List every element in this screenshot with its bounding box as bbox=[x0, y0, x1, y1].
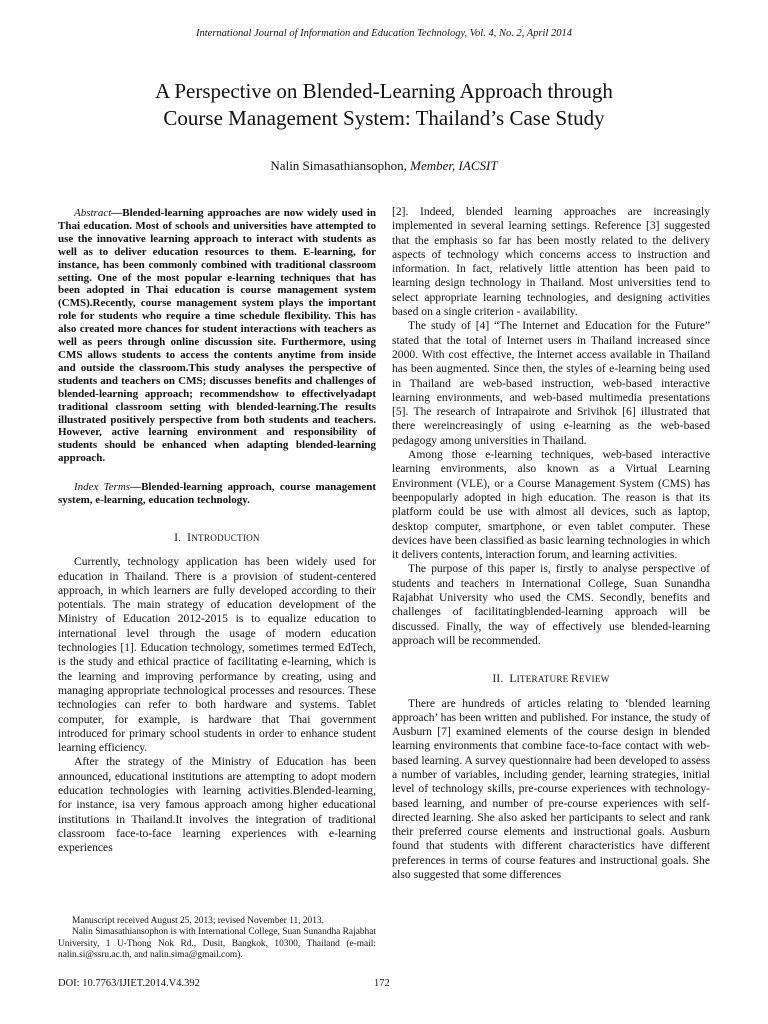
index-terms-lead: Index Terms bbox=[74, 481, 131, 494]
doi: DOI: 10.7763/IJIET.2014.V4.392 bbox=[58, 978, 200, 989]
index-terms bbox=[58, 481, 376, 507]
section-heading-literature-review bbox=[392, 672, 710, 686]
section-title-first: L bbox=[509, 672, 517, 686]
footnote bbox=[58, 916, 376, 962]
section-numeral: I. bbox=[174, 531, 182, 544]
paragraph: Among those e-learning techniques, web-based interactive learning environments, also known as a Virtual Learning Environment (VLE), or a Course Management System (CMS) has beenpopularly adopted in high education. The reason is that its platform could be use with almost all devices, such as laptop, desktop computer, smartphone, or even tablet computer. These devices have been classified as basic learning technologies in which it delivers contents, interaction forum, and learning activities. bbox=[392, 448, 710, 562]
section-title-first-2: R bbox=[570, 672, 579, 686]
paragraph: Currently, technology application has been widely used for education in Thailand. There is a provision of student-centered approach, in which learners are fully developed according to their potentials. The main strategy of education development of the Ministry of Education 2012-2015 is to equalize education to international level through the usage of modern education technologies [1]. Education technology, sometimes termed EdTech, is the study and ethical practice of facilitating e-learning, which is the learning and improving performance by creating, using and managing appropriate technological processes and resources. These technologies can refer to both hardware and systems. Tablet computer, for example, is hardware that Thai government introduced for primary school students in order to enhance student learning efficiency. bbox=[58, 555, 376, 755]
index-terms-text: —Blended-learning approach, course management system, e-learning, education technology. bbox=[58, 481, 376, 507]
author-affiliation: , Member, IACSIT bbox=[403, 158, 498, 173]
section-heading-introduction bbox=[58, 531, 376, 545]
author-name: Nalin Simasathiansophon bbox=[270, 158, 404, 173]
title-line-1: A Perspective on Blended-Learning Approach through bbox=[155, 79, 613, 103]
footnote-line: Manuscript received August 25, 2013; revised November 11, 2013. bbox=[72, 916, 324, 926]
paper-title bbox=[60, 78, 708, 132]
left-column bbox=[58, 207, 376, 855]
abstract-text: —Blended-learning approaches are now widely used in Thai education. Most of schools and universities have attempted to use the innovative learning approach to interact with students as well as to deliver education resources to them. E-learning, for instance, has been commonly combined with traditional classroom setting. One of the most popular e-learning techniques that has been adopted in Thai education is course management system (CMS).Recently, course management system plays the important role for students who require a time schedule flexibility. This has also created more chances for student interactions with teachers as well as peers through online discussion site. Furthermore, using CMS allows students to access the contents anytime from inside and outside the classroom.This study analyses the perspective of students and teachers on CMS; discusses benefits and challenges of blended-learning approach; recommendshow to effectivelyadapt traditional classroom setting with blended-learning.The results illustrated positively perspective from both students and teachers. However, active learning environment and responsibility of students should be enhanced when adapting blended-learning approach. bbox=[58, 207, 376, 465]
paragraph: [2]. Indeed, blended learning approaches are increasingly implemented in several learning settings. Reference [3] suggested that the emphasis so far has been mostly related to the delivery aspects of technology which concerns access to instruction and information. In fact, relatively little attention has been paid to learning design technology in Thailand. Most universities tend to select appropriate learning technologies, and designing activities based on a single criterion - availability. bbox=[392, 205, 710, 319]
page-number: 172 bbox=[374, 978, 390, 989]
section-title-rest: ITERATURE bbox=[516, 674, 571, 685]
abstract bbox=[58, 207, 376, 465]
author-line bbox=[0, 158, 768, 174]
journal-header: International Journal of Information and Education Technology, Vol. 4, No. 2, April 2014 bbox=[196, 28, 572, 39]
abstract-lead: Abstract bbox=[74, 207, 112, 219]
paragraph: After the strategy of the Ministry of Education has been announced, educational institutions are attempting to adopt modern education technologies with learning activities.Blended-learning, for instance, isa very famous approach among higher educational institutions in Thailand.It involves the integration of traditional classroom face-to-face learning experiences with e-learning experiences bbox=[58, 755, 376, 855]
section-title-first: I bbox=[187, 530, 192, 544]
right-column bbox=[392, 205, 710, 882]
section-numeral: II. bbox=[492, 673, 504, 686]
title-line-2: Course Management System: Thailand’s Case Study bbox=[163, 106, 605, 130]
paragraph: There are hundreds of articles relating to ‘blended learning approach’ has been written and published. For instance, the study of Ausburn [7] examined elements of the course design in blended learning environments that combine face-to-face contact with web-based learning. A survey questionnaire had been developed to assess a number of variables, including gender, learning strategies, initial level of technology skills, pre-course experiences with technology-based learning, and number of pre-course experiences with self-directed learning. She also asked her participants to select and rank their preferred course elements and instructional goals. Ausburn found that students with different characteristics have different preferences in terms of course features and instructional goals. She also suggested that some differences bbox=[392, 696, 710, 882]
section-title-rest-2: EVIEW bbox=[578, 674, 610, 685]
paragraph: The study of [4] “The Internet and Education for the Future” stated that the total of Internet users in Thailand increased since 2000. With cost effective, the Internet access available in Thailand has been augmented. Since then, the styles of e-learning being used in Thailand are web-based instruction, web-based interactive learning environments, and web-based multimedia presentations [5]. The research of Intrapairote and Srivihok [6] illustrated that there wereincreasingly of using e-learning as the web-based pedagogy among universities in Thailand. bbox=[392, 319, 710, 447]
footnote-line: Nalin Simasathiansophon is with International College, Suan Sunandha Rajabhat University, 1 U-Thong Nok Rd., Dusit, Bangkok, 10300, Thailand (e-mail: nalin.si@ssru.ac.th, and nalin.sima@gmail.com). bbox=[58, 927, 376, 961]
section-title-rest: NTRODUCTION bbox=[191, 532, 260, 543]
paragraph: The purpose of this paper is, firstly to analyse perspective of students and teachers in International College, Suan Sunandha Rajabhat University who used the CMS. Secondly, benefits and challenges of facilitatingblended-learning approach will be discussed. Finally, the way of effectively use blended-learning approach will be recommended. bbox=[392, 562, 710, 647]
